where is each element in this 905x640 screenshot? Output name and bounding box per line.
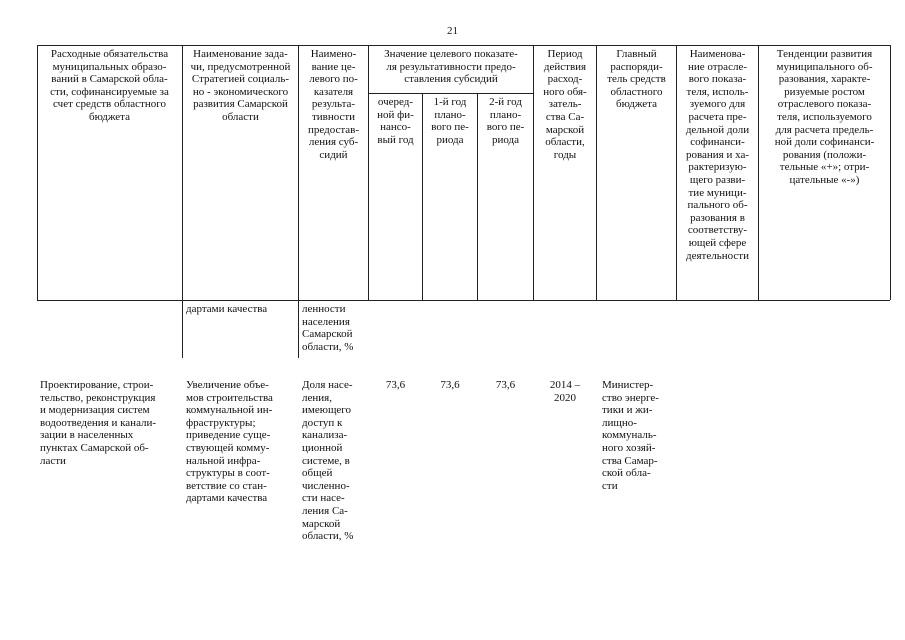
row-main-manager: Министер- ство энерге- тики и жи- лищно- коммуналь- ного хозяй- ства Самар- ской обла- сти	[602, 379, 659, 492]
header-sector-indicator: Наименова- ние отрасле- вого показа- теля, исполь- зуемого для расчета пре- дельной доли софинанси- рования и ха- рактеризую- щего разви- тие муници- пального об- разования в соответству- ющей сфере деятельности	[685, 48, 750, 262]
header-task: Наименование зада- чи, предусмотренной Стратегией социаль- но - экономического развития Самарской области	[190, 48, 291, 123]
header-obligations: Расходные обязательства муниципальных образо- ваний в Самарской обла- сти, софинансируемые за счет средств областного бюджета	[50, 48, 169, 123]
row-task: Увеличение объе- мов строительства коммунальной ин- фраструктуры; приведение суще- ствующей комму- нальной инфра- структуры в соот- ветствие со стан- дартами качества	[186, 379, 273, 505]
border-right	[890, 45, 891, 300]
header-current-year: очеред- ной фи- нансо- вый год	[377, 96, 414, 146]
row-value-plan-year-1: 73,6	[440, 379, 460, 391]
continuation-indicator-text: ленности населения Самарской области, %	[302, 303, 354, 353]
header-target-value-group: Значение целевого показате- ля результативности предо- ставления субсидий	[384, 48, 518, 86]
header-period: Период действия расход- ного обя- затель- ства Са- марской области, годы	[543, 48, 587, 161]
page-number: 21	[447, 25, 458, 37]
continuation-task-text: дартами качества	[186, 303, 268, 315]
row-obligation: Проектирование, строи- тельство, реконструкция и модернизация систем водоотведения и канали- зации в населенных пунктах Самарской об- ласти	[40, 379, 157, 467]
continuation-border-left	[182, 300, 183, 358]
row-value-plan-year-2: 73,6	[495, 379, 516, 391]
row-value-current-year: 73,6	[385, 379, 406, 391]
row-period: 2014 – 2020	[549, 379, 581, 404]
header-trends: Тенденции развития муниципального об- разования, характе- ризуемые ростом отраслевого показа- теля, используемого для расчета предель- ной доли софинанси- рования (положи- тельные «+»; отри- цательные «-»)	[774, 48, 875, 186]
row-indicator: Доля насе- ления, имеющего доступ к канализа- ционной системе, в общей численно- сти насе- ления Са- марской области, %	[302, 379, 354, 543]
header-main-manager: Главный распоряди- тель средств областного бюджета	[607, 48, 666, 111]
header-plan-year-1: 1-й год плано- вого пе- риода	[431, 96, 469, 146]
table-top-border	[37, 45, 890, 46]
continuation-border-mid	[298, 300, 299, 358]
group-header-divider	[368, 93, 533, 94]
table-header-bottom-border	[37, 300, 890, 301]
header-plan-year-2: 2-й год плано- вого пе- риода	[486, 96, 525, 146]
header-indicator: Наимено- вание це- левого по- казателя результа- тивности предостав- ления суб- сидий	[307, 48, 360, 161]
